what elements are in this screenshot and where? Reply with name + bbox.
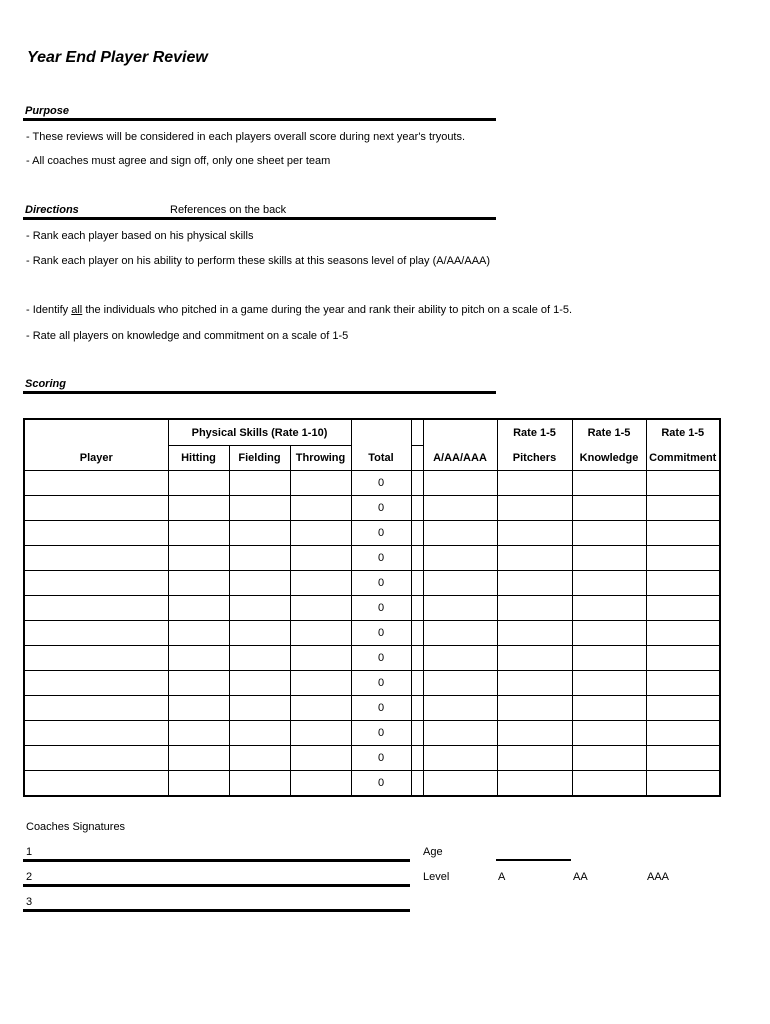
player-cell[interactable] [24,646,168,671]
table-row [24,571,720,596]
level-group-cell [423,419,497,446]
purpose-heading: Purpose [25,105,70,117]
player-cell[interactable] [24,771,168,797]
spacer-cell [411,746,423,771]
fielding-cell[interactable] [229,696,290,721]
throwing-cell[interactable] [290,696,351,721]
total-group-cell [351,419,411,446]
table-row [24,621,720,646]
hitting-cell[interactable] [168,471,229,496]
spacer-cell [411,496,423,521]
pitchers-group-header: Rate 1-5 [497,419,572,446]
total-cell: 0 [351,621,411,646]
commitment-cell[interactable] [646,546,720,571]
hitting-column-header: Hitting [168,446,229,471]
directions-heading: Directions [25,204,79,216]
directions-line-1: - Rank each player based on his physical skills [26,230,254,242]
throwing-cell[interactable] [290,596,351,621]
level-cell[interactable] [423,496,497,521]
signature-number-2: 2 [26,871,33,883]
player-column-header: Player [24,446,168,471]
signatures-label: Coaches Signatures [26,821,126,833]
fielding-cell[interactable] [229,621,290,646]
knowledge-cell[interactable] [572,671,646,696]
spacer-cell [411,546,423,571]
spacer-cell [411,696,423,721]
table-row [24,746,720,771]
commitment-cell[interactable] [646,771,720,797]
directions-rule [23,217,496,220]
pitchers-cell[interactable] [497,771,572,797]
level-cell[interactable] [423,546,497,571]
commitment-cell[interactable] [646,696,720,721]
throwing-cell[interactable] [290,521,351,546]
commitment-cell[interactable] [646,646,720,671]
spacer-cell [411,646,423,671]
spacer-cell [411,621,423,646]
total-cell: 0 [351,521,411,546]
pitchers-cell[interactable] [497,671,572,696]
pitchers-cell[interactable] [497,646,572,671]
player-cell[interactable] [24,696,168,721]
signature-number-3: 3 [26,896,33,908]
scoring-heading: Scoring [25,378,66,390]
total-cell: 0 [351,496,411,521]
directions-line-3: - Identify all the individuals who pitched in a game during the year and rank their ability to pitch on a scale of 1-5. [26,304,573,316]
pitchers-cell[interactable] [497,496,572,521]
level-cell[interactable] [423,621,497,646]
throwing-cell[interactable] [290,771,351,797]
purpose-line-1: - These reviews will be considered in each players overall score during next year's tryouts. [26,131,466,143]
player-cell[interactable] [24,471,168,496]
level-cell[interactable] [423,521,497,546]
signature-line-2[interactable] [23,884,410,887]
total-cell: 0 [351,671,411,696]
throwing-cell[interactable] [290,671,351,696]
throwing-cell[interactable] [290,546,351,571]
pitchers-cell[interactable] [497,471,572,496]
level-cell[interactable] [423,596,497,621]
hitting-cell[interactable] [168,521,229,546]
player-group-cell [24,419,168,446]
signature-number-1: 1 [26,846,33,858]
throwing-cell[interactable] [290,571,351,596]
spacer-cell [411,721,423,746]
purpose-line-2: - All coaches must agree and sign off, only one sheet per team [26,155,331,167]
directions-reference: References on the back [170,204,287,216]
scoring-rule [23,391,496,394]
fielding-column-header: Fielding [229,446,290,471]
fielding-cell[interactable] [229,521,290,546]
hitting-cell[interactable] [168,696,229,721]
commitment-group-header: Rate 1-5 [646,419,720,446]
level-cell[interactable] [423,471,497,496]
spacer-cell [411,471,423,496]
player-cell[interactable] [24,746,168,771]
player-cell[interactable] [24,571,168,596]
age-input-line[interactable] [496,859,571,861]
level-cell[interactable] [423,671,497,696]
player-cell[interactable] [24,521,168,546]
signature-line-3[interactable] [23,909,410,912]
level-option-aa[interactable]: AA [573,871,588,883]
knowledge-cell[interactable] [572,546,646,571]
knowledge-cell[interactable] [572,571,646,596]
pitchers-cell[interactable] [497,571,572,596]
fielding-cell[interactable] [229,471,290,496]
pitchers-cell[interactable] [497,721,572,746]
age-label: Age [423,846,443,858]
fielding-cell[interactable] [229,596,290,621]
throwing-column-header: Throwing [290,446,351,471]
total-cell: 0 [351,721,411,746]
pitchers-cell[interactable] [497,621,572,646]
knowledge-cell[interactable] [572,646,646,671]
scoring-table [23,418,721,797]
page-title: Year End Player Review [27,49,208,66]
total-cell: 0 [351,771,411,797]
pitchers-cell[interactable] [497,546,572,571]
commitment-cell[interactable] [646,621,720,646]
spacer-cell [411,671,423,696]
knowledge-group-header: Rate 1-5 [572,419,646,446]
hitting-cell[interactable] [168,646,229,671]
knowledge-cell[interactable] [572,721,646,746]
pitchers-column-header: Pitchers [497,446,572,471]
spacer-cell [411,521,423,546]
level-option-a[interactable]: A [498,871,506,883]
level-column-header: A/AA/AAA [423,446,497,471]
level-cell[interactable] [423,646,497,671]
total-cell: 0 [351,746,411,771]
table-header-row [24,446,720,471]
knowledge-cell[interactable] [572,521,646,546]
throwing-cell[interactable] [290,746,351,771]
level-cell[interactable] [423,571,497,596]
level-cell[interactable] [423,721,497,746]
hitting-cell[interactable] [168,771,229,797]
table-row [24,696,720,721]
fielding-cell[interactable] [229,571,290,596]
table-row [24,771,720,797]
pitchers-cell[interactable] [497,596,572,621]
total-cell: 0 [351,471,411,496]
level-label: Level [423,871,450,883]
commitment-cell[interactable] [646,571,720,596]
commitment-cell[interactable] [646,596,720,621]
purpose-rule [23,118,496,121]
player-cell[interactable] [24,596,168,621]
total-cell: 0 [351,571,411,596]
table-row [24,496,720,521]
spacer-cell [411,596,423,621]
hitting-cell[interactable] [168,671,229,696]
fielding-cell[interactable] [229,771,290,797]
player-cell[interactable] [24,546,168,571]
fielding-cell[interactable] [229,746,290,771]
total-cell: 0 [351,596,411,621]
table-row [24,721,720,746]
fielding-cell[interactable] [229,496,290,521]
directions-line-2: - Rank each player on his ability to perform these skills at this seasons level of play (A/AA/AAA) [26,255,491,267]
knowledge-cell[interactable] [572,496,646,521]
total-cell: 0 [351,646,411,671]
player-cell[interactable] [24,671,168,696]
knowledge-column-header: Knowledge [572,446,646,471]
hitting-cell[interactable] [168,546,229,571]
spacer-cell [411,446,423,471]
knowledge-cell[interactable] [572,471,646,496]
level-cell[interactable] [423,696,497,721]
table-row [24,671,720,696]
spacer-cell [411,419,423,446]
physical-skills-group-header: Physical Skills (Rate 1-10) [168,419,351,446]
table-row [24,646,720,671]
player-cell[interactable] [24,621,168,646]
fielding-cell[interactable] [229,646,290,671]
commitment-cell[interactable] [646,471,720,496]
directions-line-4: - Rate all players on knowledge and commitment on a scale of 1-5 [26,330,349,342]
table-row [24,546,720,571]
hitting-cell[interactable] [168,596,229,621]
throwing-cell[interactable] [290,646,351,671]
pitchers-cell[interactable] [497,746,572,771]
commitment-cell[interactable] [646,671,720,696]
knowledge-cell[interactable] [572,596,646,621]
spacer-cell [411,571,423,596]
throwing-cell[interactable] [290,721,351,746]
fielding-cell[interactable] [229,546,290,571]
total-column-header: Total [351,446,411,471]
table-group-header-row [24,419,720,446]
player-cell[interactable] [24,496,168,521]
commitment-cell[interactable] [646,496,720,521]
table-row [24,471,720,496]
hitting-cell[interactable] [168,496,229,521]
spacer-cell [411,771,423,797]
knowledge-cell[interactable] [572,696,646,721]
throwing-cell[interactable] [290,621,351,646]
level-option-aaa[interactable]: AAA [647,871,670,883]
level-cell[interactable] [423,771,497,797]
signature-line-1[interactable] [23,859,410,862]
hitting-cell[interactable] [168,721,229,746]
hitting-cell[interactable] [168,621,229,646]
level-cell[interactable] [423,746,497,771]
knowledge-cell[interactable] [572,621,646,646]
knowledge-cell[interactable] [572,771,646,797]
commitment-cell[interactable] [646,746,720,771]
throwing-cell[interactable] [290,496,351,521]
table-row [24,596,720,621]
pitchers-cell[interactable] [497,521,572,546]
fielding-cell[interactable] [229,721,290,746]
throwing-cell[interactable] [290,471,351,496]
pitchers-cell[interactable] [497,696,572,721]
hitting-cell[interactable] [168,571,229,596]
total-cell: 0 [351,696,411,721]
commitment-cell[interactable] [646,521,720,546]
fielding-cell[interactable] [229,671,290,696]
commitment-column-header: Commitment [646,446,720,471]
table-row [24,521,720,546]
total-cell: 0 [351,546,411,571]
commitment-cell[interactable] [646,721,720,746]
knowledge-cell[interactable] [572,746,646,771]
hitting-cell[interactable] [168,746,229,771]
player-cell[interactable] [24,721,168,746]
